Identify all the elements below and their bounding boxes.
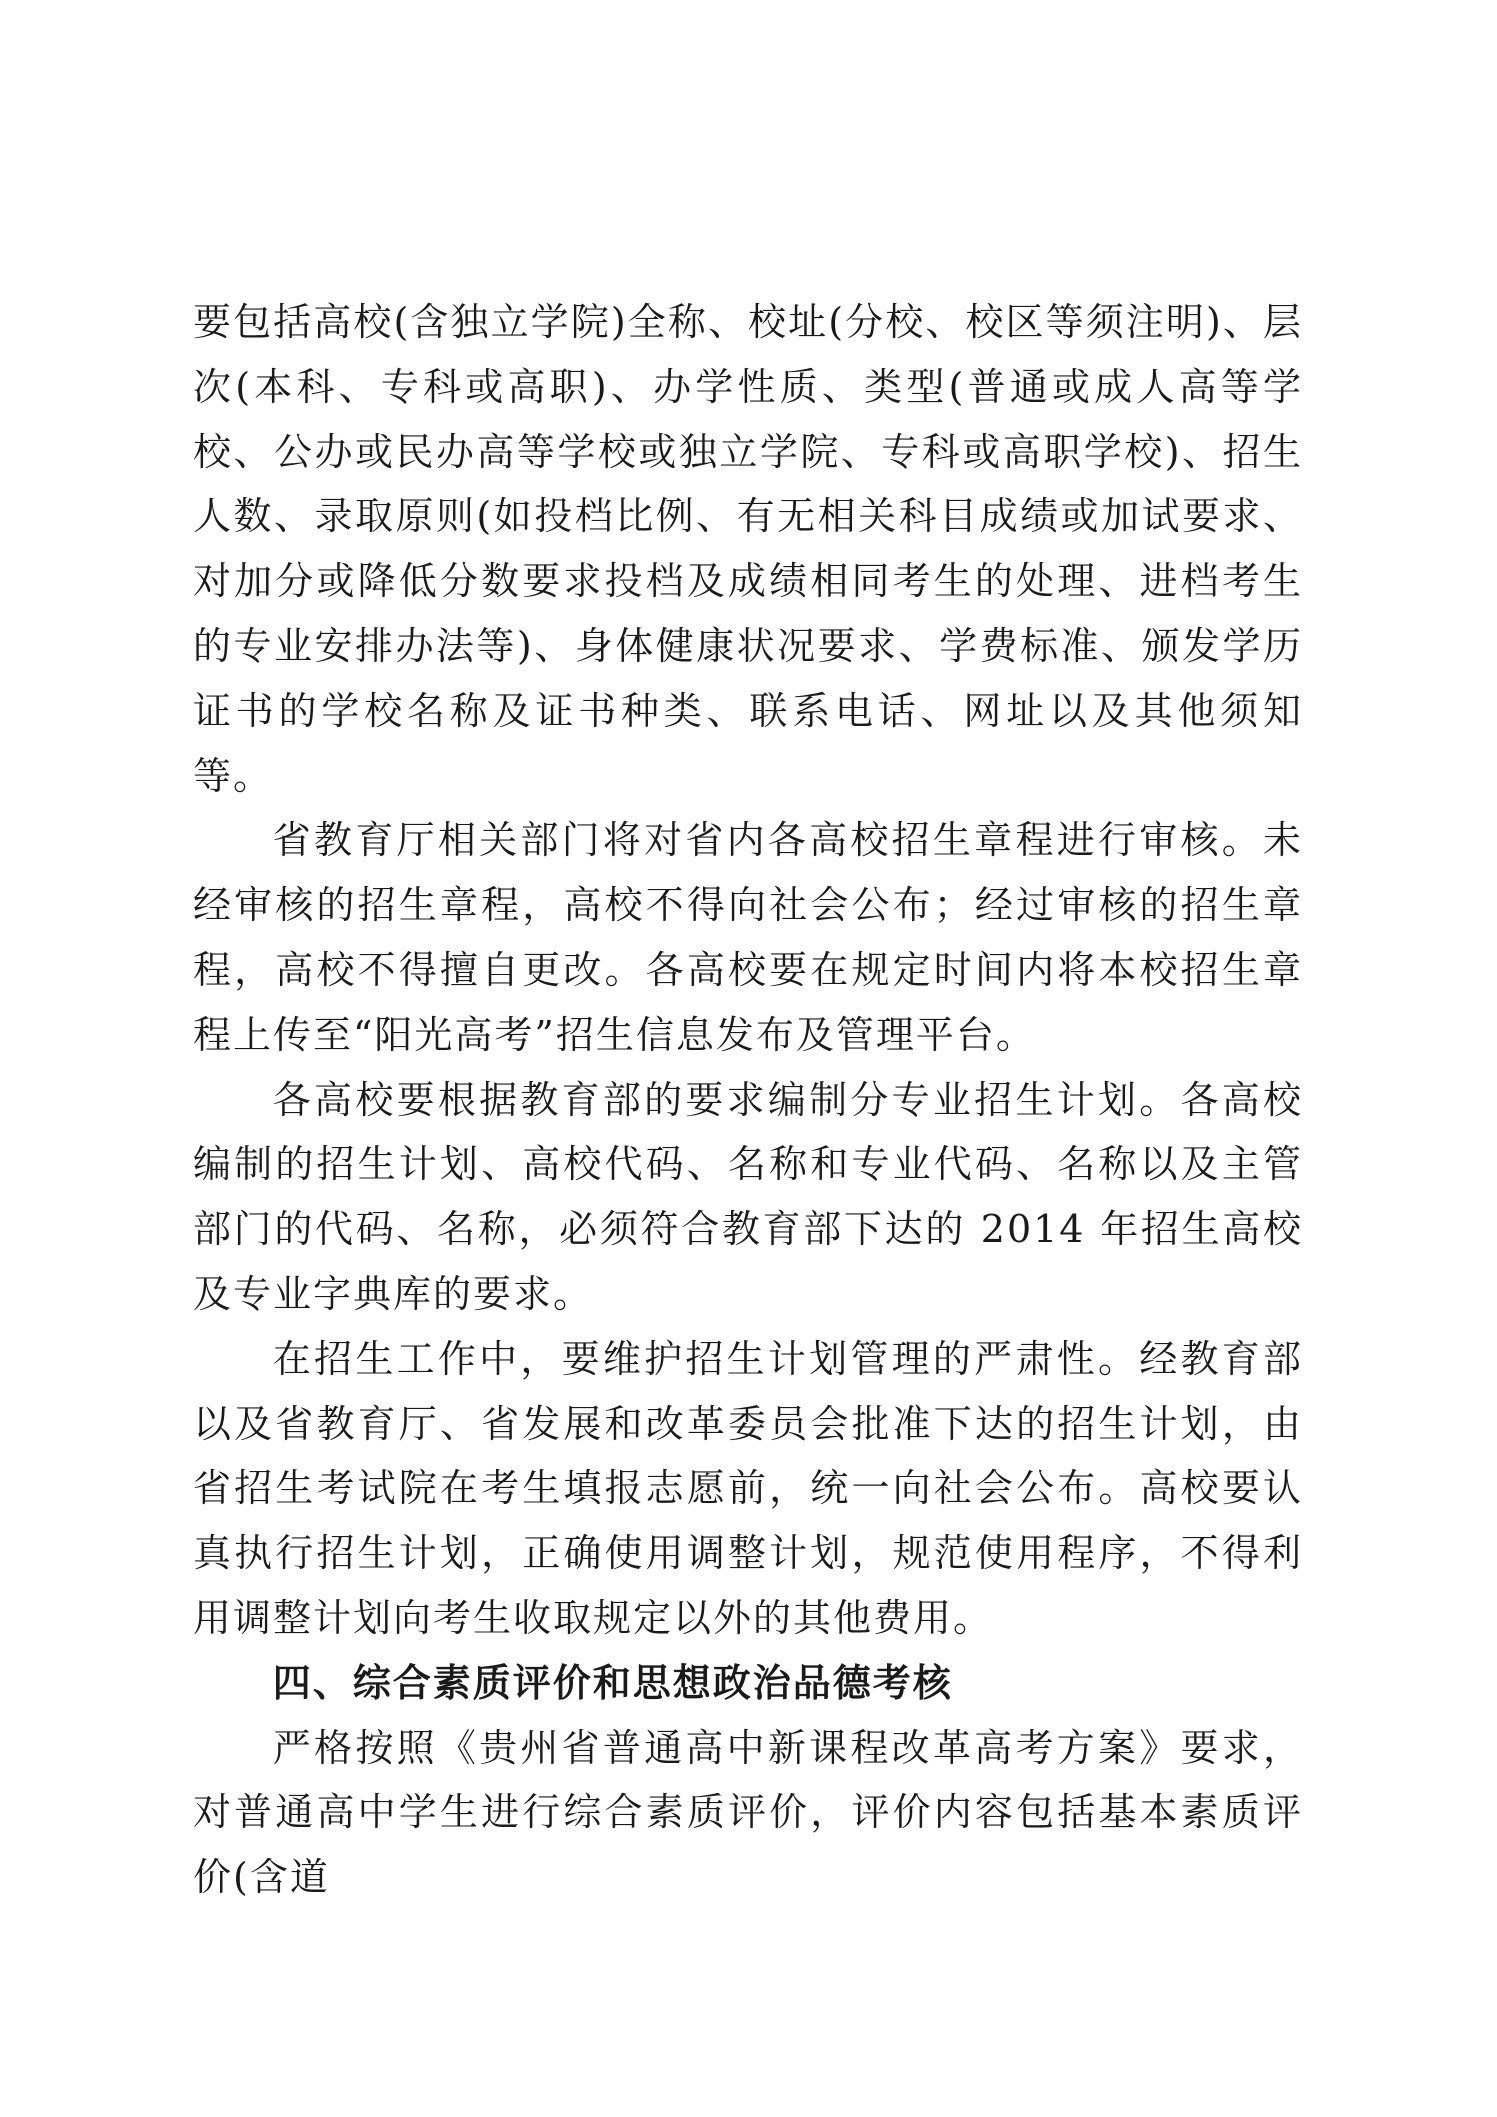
paragraph-evaluation: 严格按照《贵州省普通高中新课程改革高考方案》要求，对普通高中学生进行综合素质评价，评价内容包括基本素质评价(含道 — [193, 1725, 1303, 1900]
paragraph-continued: 要包括高校(含独立学院)全称、校址(分校、校区等须注明)、层次(本科、专科或高职)、办学性质、类型(普通或成人高等学校、公办或民办高等学校或独立学院、专科或高职学校)、招生人数、录取原则(如投档比例、有无相关科目成绩或加试要求、对加分或降低分数要求投档及成绩相同考生的处理、进档考生的专业安排办法等)、身体健康状况要求、学费标准、颁发学历证书的学校名称及证书种类、联系电话、网址以及其他须知等。 — [193, 300, 1303, 798]
paragraph-charter-review: 省教育厅相关部门将对省内各高校招生章程进行审核。未经审核的招生章程，高校不得向社会公布；经过审核的招生章程，高校不得擅自更改。各高校要在规定时间内将本校招生章程上传至“阳光高考”招生信息发布及管理平台。 — [193, 818, 1303, 1057]
section-heading: 四、综合素质评价和思想政治品德考核 — [272, 1660, 953, 1705]
paragraph-enrollment-plan: 各高校要根据教育部的要求编制分专业招生计划。各高校编制的招生计划、高校代码、名称和专业代码、名称以及主管部门的代码、名称，必须符合教育部下达的 2014 年招生高校及专业字典库的要求。 — [193, 1077, 1303, 1316]
document-body — [193, 290, 1303, 1910]
paragraph-plan-management: 在招生工作中，要维护招生计划管理的严肃性。经教育部以及省教育厅、省发展和改革委员会批准下达的招生计划，由省招生考试院在考生填报志愿前，统一向社会公布。高校要认真执行招生计划，正确使用调整计划，规范使用程序，不得利用调整计划向考生收取规定以外的其他费用。 — [193, 1336, 1303, 1640]
